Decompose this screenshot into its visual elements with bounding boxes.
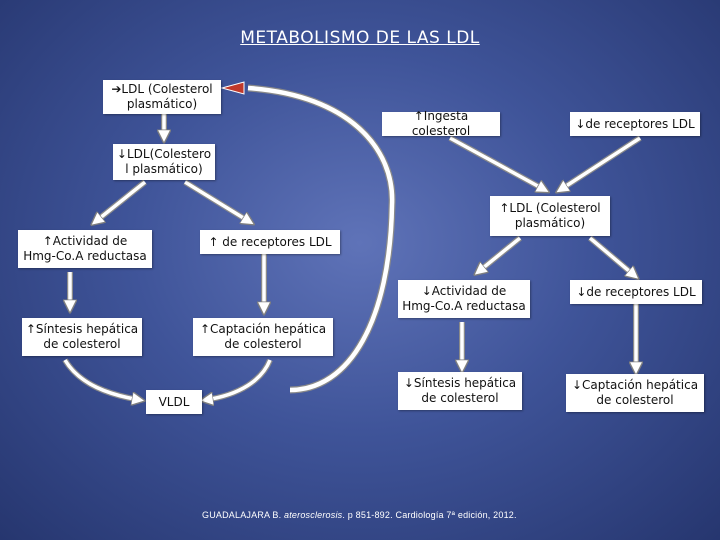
slide-title: METABOLISMO DE LAS LDL: [240, 28, 480, 48]
box-ldl-up: ↑LDL (Colesterol plasmático): [490, 196, 610, 236]
citation-suffix: . p 851-892. Cardiología 7ª edición, 2012.: [342, 510, 517, 520]
box-captacion-down: ↓Captación hepática de colesterol: [566, 374, 704, 412]
arrow-to-receptores-down: [590, 238, 635, 276]
box-ingesta: ↑Ingesta colesterol: [382, 112, 500, 136]
box-sintesis-up: ↑Síntesis hepática de colesterol: [22, 318, 142, 356]
arrow-receptores-to-ldl-up: [560, 138, 640, 190]
arrow-sintesis-to-vldl: [65, 360, 140, 400]
arrow-to-actividad-down: [478, 238, 520, 272]
citation: [202, 510, 517, 520]
arrow-ingesta-to-ldl-up: [450, 138, 545, 190]
box-actividad-up: ↑Actividad de Hmg-Co.A reductasa: [18, 230, 152, 268]
arrow-to-receptores-up: [185, 182, 250, 222]
box-receptores-down-top: ↓de receptores LDL: [570, 112, 700, 136]
citation-prefix: GUADALAJARA B.: [202, 510, 285, 520]
box-receptores-up: ↑ de receptores LDL: [200, 230, 340, 254]
return-arrow-head: [222, 82, 244, 94]
box-captacion-up: ↑Captación hepática de colesterol: [193, 318, 333, 356]
box-actividad-down: ↓Actividad de Hmg-Co.A reductasa: [398, 280, 530, 318]
box-ldl-top: ➔LDL (Colesterol plasmático): [103, 80, 221, 114]
arrow-to-actividad-up: [95, 182, 145, 222]
box-ldl-down: ↓LDL(Colestero l plasmático): [113, 144, 215, 180]
box-receptores-down-right: ↓de receptores LDL: [570, 280, 702, 304]
box-sintesis-down: ↓Síntesis hepática de colesterol: [398, 372, 522, 410]
citation-italic: aterosclerosis: [284, 510, 343, 520]
box-vldl: VLDL: [146, 390, 202, 414]
